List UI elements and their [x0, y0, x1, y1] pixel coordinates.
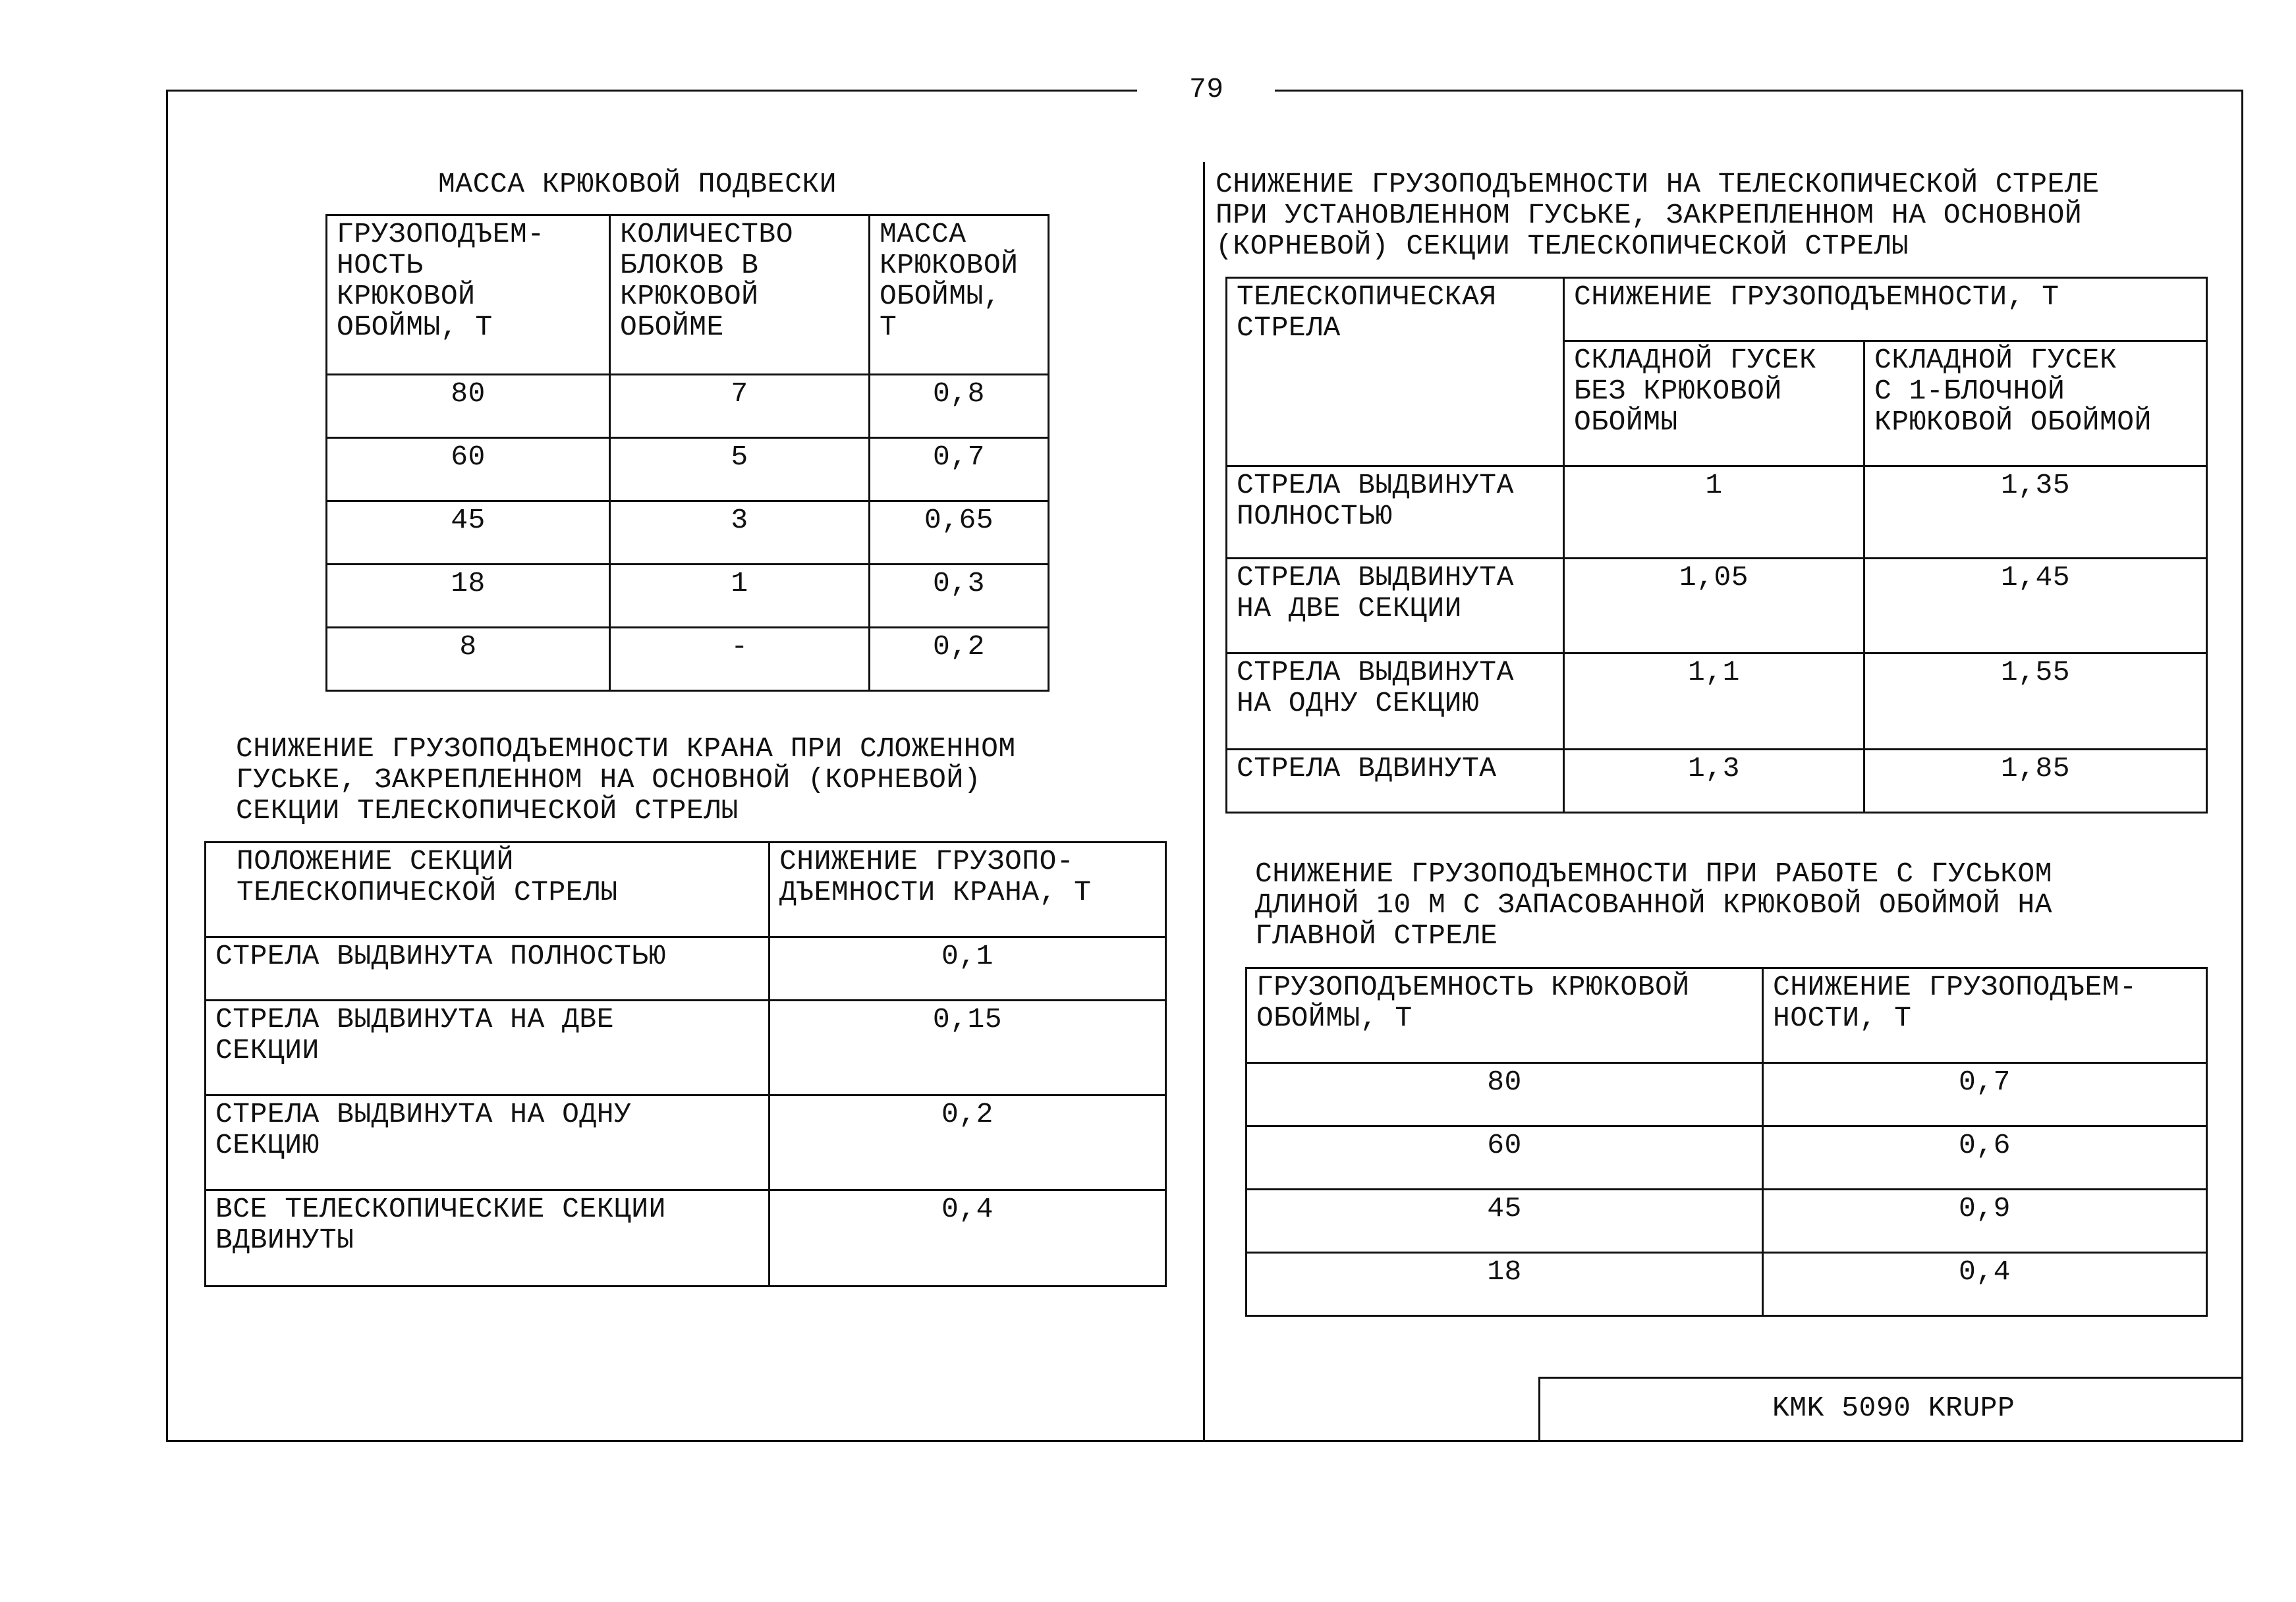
table-row: СТРЕЛА ВДВИНУТА 1,3 1,85	[1227, 750, 2207, 813]
folded-jib-header-reduction: СНИЖЕНИЕ ГРУЗОПО- ДЪЕМНОСТИ КРАНА, Т	[770, 842, 1166, 937]
table-row: 45 3 0,65	[327, 501, 1049, 565]
table-row: СТРЕЛА ВЫДВИНУТА НА ОДНУ СЕКЦИЮ 0,2	[206, 1095, 1166, 1190]
installed-jib-header-boom: ТЕЛЕСКОПИЧЕСКАЯ СТРЕЛА	[1227, 278, 1564, 466]
table-row: 60 5 0,7	[327, 438, 1049, 501]
installed-jib-title: СНИЖЕНИЕ ГРУЗОПОДЪЕМНОСТИ НА ТЕЛЕСКОПИЧЕСКОЙ СТРЕЛЕ ПРИ УСТАНОВЛЕННОМ ГУСЬКЕ, ЗАКРЕПЛЕННОМ НА ОСНОВНОЙ (КОРНЕВОЙ) СЕКЦИИ ТЕЛЕСКОПИЧЕСКОЙ СТРЕЛЫ	[1216, 168, 2100, 262]
folded-jib-title: СНИЖЕНИЕ ГРУЗОПОДЪЕМНОСТИ КРАНА ПРИ СЛОЖЕННОМ ГУСЬКЕ, ЗАКРЕПЛЕННОМ НА ОСНОВНОЙ (КОРНЕВОЙ) СЕКЦИИ ТЕЛЕСКОПИЧЕСКОЙ СТРЕЛЫ	[236, 732, 1016, 827]
frame-left	[166, 90, 168, 1442]
table-row: ВСЕ ТЕЛЕСКОПИЧЕСКИЕ СЕКЦИИ ВДВИНУТЫ 0,4	[206, 1190, 1166, 1286]
installed-jib-header-reduction: СНИЖЕНИЕ ГРУЗОПОДЪЕМНОСТИ, Т	[1564, 278, 2207, 341]
folded-jib-header-position: ПОЛОЖЕНИЕ СЕКЦИЙ ТЕЛЕСКОПИЧЕСКОЙ СТРЕЛЫ	[206, 842, 770, 937]
table-row: СТРЕЛА ВЫДВИНУТА ПОЛНОСТЬЮ 1 1,35	[1227, 466, 2207, 559]
folded-jib-table	[204, 841, 1167, 1287]
table-row: 60 0,6	[1246, 1126, 2207, 1190]
hook-mass-title: МАССА КРЮКОВОЙ ПОДВЕСКИ	[438, 168, 837, 200]
frame-top-right	[1275, 90, 2243, 92]
installed-jib-table	[1225, 277, 2208, 814]
frame-right	[2241, 90, 2243, 1442]
table-row: 18 0,4	[1246, 1253, 2207, 1316]
table-row: СТРЕЛА ВЫДВИНУТА НА ДВЕ СЕКЦИИ 0,15	[206, 1001, 1166, 1095]
installed-jib-subheader-1-block: СКЛАДНОЙ ГУСЕК С 1-БЛОЧНОЙ КРЮКОВОЙ ОБОЙМОЙ	[1864, 341, 2207, 466]
jib-10m-table	[1245, 967, 2208, 1317]
table-row: 18 1 0,3	[327, 565, 1049, 628]
hook-mass-header-blocks: КОЛИЧЕСТВО БЛОКОВ В КРЮКОВОЙ ОБОЙМЕ	[610, 215, 870, 375]
table-row: СТРЕЛА ВЫДВИНУТА НА ДВЕ СЕКЦИИ 1,05 1,45	[1227, 559, 2207, 653]
jib-10m-header-reduction: СНИЖЕНИЕ ГРУЗОПОДЪЕМ- НОСТИ, Т	[1763, 968, 2207, 1063]
table-row: СТРЕЛА ВЫДВИНУТА ПОЛНОСТЬЮ 0,1	[206, 937, 1166, 1001]
hook-mass-table	[325, 214, 1050, 692]
table-row: 45 0,9	[1246, 1190, 2207, 1253]
title-block-text: KMK 5090 KRUPP	[1772, 1392, 2015, 1424]
table-row: 80 0,7	[1246, 1063, 2207, 1126]
table-row: 8 - 0,2	[327, 628, 1049, 691]
jib-10m-title: СНИЖЕНИЕ ГРУЗОПОДЪЕМНОСТИ ПРИ РАБОТЕ С ГУСЬКОМ ДЛИНОЙ 10 М С ЗАПАСОВАННОЙ КРЮКОВОЙ ОБОЙМОЙ НА ГЛАВНОЙ СТРЕЛЕ	[1255, 858, 2052, 952]
frame-top-left	[166, 90, 1137, 92]
hook-mass-header-capacity: ГРУЗОПОДЪЕМ- НОСТЬ КРЮКОВОЙ ОБОЙМЫ, Т	[327, 215, 610, 375]
jib-10m-header-capacity: ГРУЗОПОДЪЕМНОСТЬ КРЮКОВОЙ ОБОЙМЫ, Т	[1246, 968, 1763, 1063]
installed-jib-subheader-no-hook: СКЛАДНОЙ ГУСЕК БЕЗ КРЮКОВОЙ ОБОЙМЫ	[1564, 341, 1864, 466]
table-row: 80 7 0,8	[327, 375, 1049, 438]
frame-center-divider	[1203, 162, 1205, 1442]
table-row: СТРЕЛА ВЫДВИНУТА НА ОДНУ СЕКЦИЮ 1,1 1,55	[1227, 653, 2207, 750]
hook-mass-header-mass: МАССА КРЮКОВОЙ ОБОЙМЫ, Т	[870, 215, 1049, 375]
title-block	[1538, 1377, 2241, 1440]
page-number: 79	[1189, 73, 1224, 105]
